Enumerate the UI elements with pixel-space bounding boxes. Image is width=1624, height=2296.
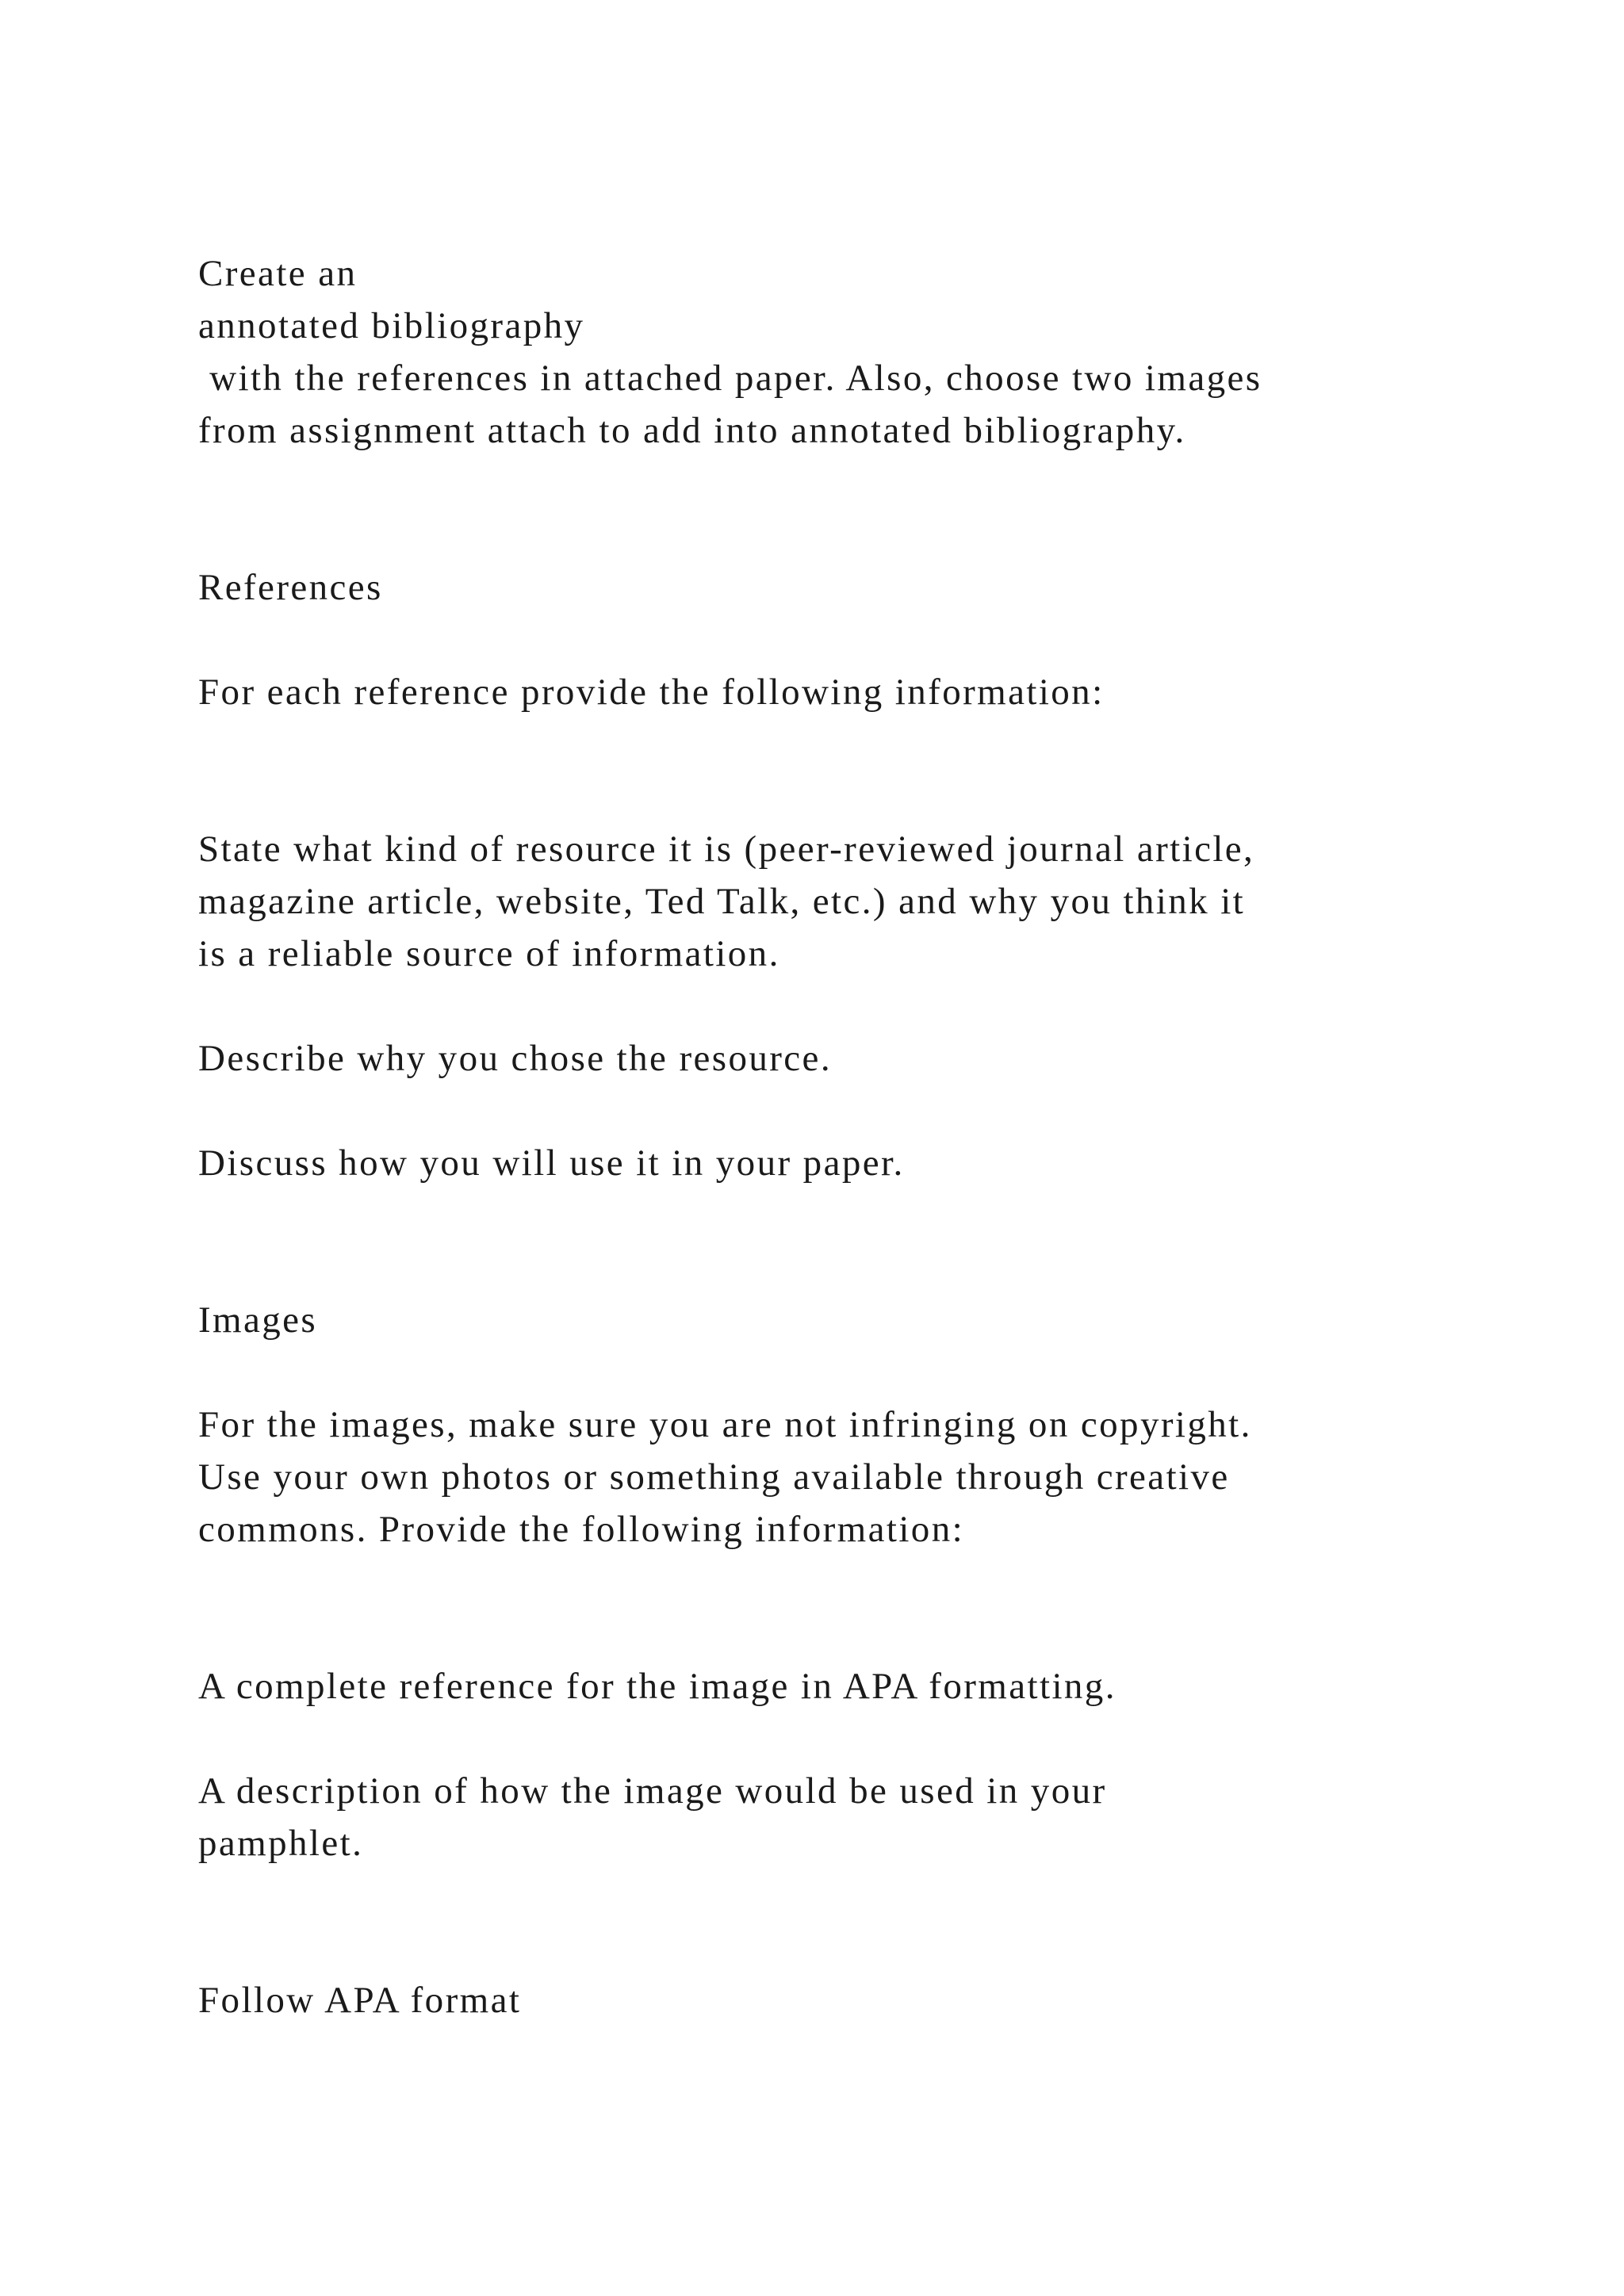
intro-line-3: with the references in attached paper. Also, choose two images [198,358,1262,399]
references-item-1-line-2: magazine article, website, Ted Talk, etc.) and why you think it [198,881,1246,922]
intro-line-4: from assignment attach to add into annotated bibliography. [198,410,1186,451]
images-item-1: A complete reference for the image in APA formatting. [198,1666,1116,1707]
references-item-2: Describe why you chose the resource. [198,1038,832,1079]
intro-line-1: Create an [198,253,358,294]
references-item-1-line-1: State what kind of resource it is (peer-reviewed journal article, [198,828,1255,870]
references-item-3: Discuss how you will use it in your paper. [198,1142,905,1184]
images-para-line-2: Use your own photos or something available through creative [198,1456,1230,1498]
intro-line-2: annotated bibliography [198,305,585,346]
closing-line: Follow APA format [198,1980,522,2021]
references-lead: For each reference provide the following information: [198,672,1105,713]
images-heading: Images [198,1299,318,1341]
images-para-line-1: For the images, make sure you are not infringing on copyright. [198,1404,1252,1445]
images-item-2-line-2: pamphlet. [198,1823,364,1864]
images-item-2-line-1: A description of how the image would be used in your [198,1770,1107,1812]
references-heading: References [198,567,383,608]
images-para-line-3: commons. Provide the following information: [198,1509,965,1550]
references-item-1-line-3: is a reliable source of information. [198,933,780,974]
